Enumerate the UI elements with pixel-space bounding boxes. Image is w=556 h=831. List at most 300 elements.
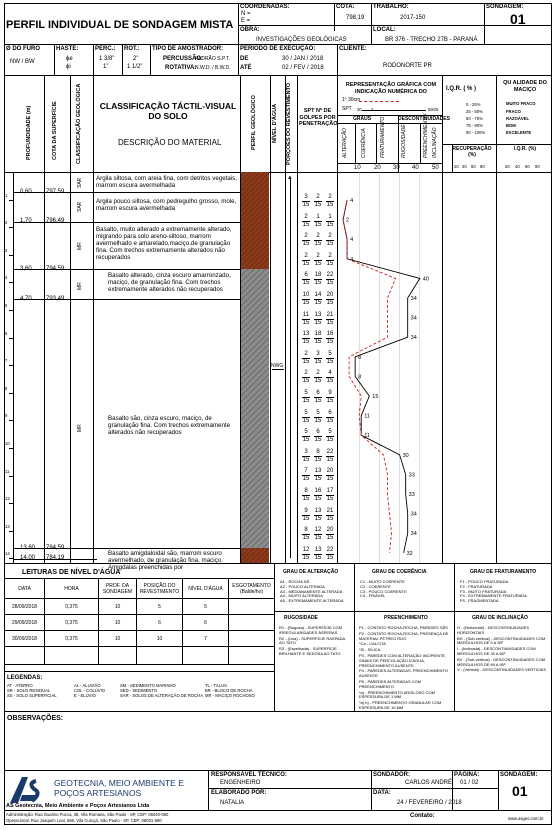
spt-blow: 2 [304, 213, 308, 220]
spt-blow: 2 [316, 233, 320, 240]
cliente-value: RODONORTE PR [383, 63, 432, 69]
qual-4: BOM [506, 123, 516, 128]
qual-1: MUITO FRACO [506, 101, 536, 106]
legend-v2: 2 [371, 107, 374, 112]
sondador-label: SONDADOR: [373, 772, 410, 778]
spt-blow: 3 [304, 194, 308, 200]
spt-blow: 12 [302, 546, 310, 553]
leg-tl: TL - TÁLUS [205, 683, 227, 688]
spt-den: 15 [314, 319, 322, 326]
legend-item: A3 - MEDIANAMENTE ALTERADA [280, 588, 343, 594]
scale-50: 50 [432, 165, 439, 171]
classif-title: CLASSIFICAÇÃO TÁCTIL-VISUAL DO SOLO [99, 101, 237, 121]
chart-data-label: 8 [358, 374, 362, 381]
spt-den: 15 [302, 280, 310, 287]
col-profundidade: PROFUNDIDADE (m) [26, 105, 32, 160]
spt-den: 15 [314, 221, 322, 228]
legend-item: *a) b) - PREENCHIMENTO GRANULAR COM ESPESSURA DE 10 MM [359, 700, 442, 710]
spt-blow: 1 [328, 213, 332, 220]
leg-at: AT - ATERRO [7, 683, 33, 688]
rugosidade-list [279, 626, 351, 658]
spt-blow: 2 [316, 194, 320, 200]
legend-item: H - (Horizontal) - DESCONTINUIDADES HORIZONTAIS [457, 625, 530, 635]
depth-tick-label: 6 [5, 330, 8, 336]
chart-data-label: 4 [350, 237, 354, 244]
furo-value: NW / BW [10, 59, 35, 65]
percussao-value: PADRÃO S.P.T. [195, 56, 230, 62]
grau-inclinacao-list [457, 626, 550, 674]
chart-data-label: 33 [408, 472, 415, 479]
haste-e: ϕe [66, 56, 73, 62]
geological-profile [240, 172, 270, 563]
spt-blow: 2 [304, 252, 308, 259]
lt-h-prof: PROF. DA SONDAGEM [99, 579, 137, 599]
layer3-cota: 794,59 [46, 266, 65, 272]
spt-blow: 20 [326, 292, 334, 298]
spt-blow: 5 [328, 429, 332, 436]
spt-blow: 2 [328, 194, 332, 200]
spt-blow: 20 [326, 527, 334, 534]
grau-coerencia-title: GRAU DE COERÊNCIA [372, 569, 427, 575]
spt-blow: 2 [304, 350, 308, 357]
spt-blow: 13 [314, 311, 322, 318]
spt-blow: 22 [326, 448, 334, 455]
haste-label: HASTE: [56, 46, 79, 52]
spt-den: 15 [302, 358, 310, 365]
rec-60: 60 [471, 164, 476, 169]
legend-item: C4 - FRIÁVEL [360, 593, 386, 599]
furo-label: Ø DO FURO [6, 46, 40, 52]
data-value: 24 / FEVEREIRO / 2018 [397, 800, 462, 806]
chart-data-label: 11 [364, 433, 370, 440]
rotativa-value: N.W.D. / B.W.D. [195, 65, 231, 71]
grau-fraturamento-title: GRAU DE FRATURAMENTO [470, 569, 537, 575]
spt-blow: 13 [314, 507, 322, 514]
leg-col: COL - COLÚVIO [74, 688, 106, 693]
depth-tick-label: 14 [5, 551, 10, 557]
spt-den: 15 [326, 221, 334, 228]
spt-den: 15 [326, 398, 334, 404]
legend-item: BH - (Sub-vertical) - DESCONTINUIDADES COM MERGULHOS DE 0 A 30º [457, 635, 546, 646]
iqr-r1: 0 - 25% [466, 102, 481, 107]
spt-blow: 22 [326, 272, 334, 279]
lt-r3-prof: 10 [99, 631, 137, 647]
sub-preenchimento: PREENCHIMENTO [423, 114, 429, 158]
spt-den: 15 [326, 260, 334, 267]
spt-blow: 21 [326, 311, 334, 318]
layer5-class: MR [77, 424, 83, 432]
depth-tick-label: 7 [5, 358, 8, 364]
leg-sed: SED - SEDIMENTO [120, 688, 158, 693]
ate-label: ATÉ [240, 65, 252, 71]
de-value: 30 / JAN / 2018 [282, 56, 324, 62]
spt-den: 15 [314, 378, 322, 385]
spt-blow: 11 [302, 311, 310, 318]
col-cota: COTA DA SUPERFÍCIE [52, 101, 58, 160]
lt-r2-data: 29/09/2018 [5, 615, 45, 631]
rot-2: 1 1/2" [127, 64, 143, 70]
lt-r2-prof: 10 [99, 615, 137, 631]
spt-den: 15 [302, 535, 310, 542]
spt-den: 15 [302, 260, 310, 267]
local-value: BR 376 - TRECHO 27B - PARANÁ [385, 37, 478, 43]
page-title: PERFIL INDIVIDUAL DE SONDAGEM MISTA [6, 19, 234, 31]
layer5-depth: 13,60 [20, 545, 36, 551]
company-adm: Administração: Rua Guarino Pucca, 38, Vila Romana, São Paulo - SP, CEP: 05040-060 [6, 812, 169, 817]
iqr-r5: 90 - 100% [466, 130, 486, 135]
legend-spt: SPT [342, 106, 352, 112]
chart-data-label: 34 [410, 315, 417, 322]
qual-2: FRACO [506, 109, 521, 114]
spt-blow: 22 [326, 546, 334, 553]
spt-blow: 5 [304, 409, 308, 416]
spt-blow: 9 [328, 390, 332, 396]
spt-den: 15 [326, 456, 334, 463]
preenchimento-list [359, 626, 451, 712]
legend-item: A2 - POUCO ALTERADA [280, 583, 325, 589]
lt-h-nivel: NÍVEL D'ÁGUA [183, 579, 229, 599]
depth-tick [9, 503, 13, 504]
spt-den: 15 [314, 398, 322, 404]
legend-item: *Si - SÍLICA [359, 647, 381, 653]
depth-tick [9, 448, 13, 449]
profile-soil-band [241, 172, 269, 269]
legend-item: I - (Inclinada) - DESCONTINUIDADES COM MERGULHOS DE 30 A 60º [457, 646, 536, 656]
depth-tick-label: 8 [5, 385, 8, 391]
spt-den: 15 [302, 554, 310, 561]
leg-sr: SR - SOLO RESIDUAL [7, 688, 51, 693]
spt-den: 15 [326, 554, 334, 561]
depth-tick-label: 11 [5, 468, 10, 474]
sub-inclinacao: INCLINAÇÃO [432, 127, 438, 158]
depth-tick [9, 365, 13, 366]
spt-blow: 9 [304, 507, 308, 514]
depth-tick-label: 1 [5, 192, 8, 198]
spt-blow: 2 [304, 370, 308, 377]
iqr-60: 60 [525, 164, 530, 169]
spt-den: 15 [314, 280, 322, 287]
spt-blow: 12 [314, 527, 322, 534]
spt-blow: 13 [302, 331, 310, 338]
depth-tick-label: 9 [5, 413, 8, 419]
layer3-class: MR [77, 242, 83, 250]
spt-den: 15 [326, 300, 334, 306]
col-porcoes: PORÇÕES DO REVESTIMENTO [286, 82, 292, 165]
rec-80: 80 [480, 164, 485, 169]
company-logo-icon [8, 773, 52, 805]
spt-chart [337, 172, 442, 563]
rugosidade-title: RUGOSIDADE [284, 615, 318, 621]
recuperacao-label: RECUPERAÇÃO (%) [452, 146, 492, 158]
legend-item: C1 - MUITO COERENTE [360, 579, 405, 584]
depth-tick-label: 3 [5, 247, 8, 253]
obra-label: OBRA: [240, 27, 260, 33]
spt-blow: 13 [314, 546, 322, 553]
legend-item: F4 - EXTREMAMENTE FRATURADA [460, 593, 527, 599]
data-label: DATA: [373, 790, 391, 796]
legend-item: R1 - (Rugosa) - SUPERFÍCIE COM IRREGULARIDADES ÁSPERAS [279, 625, 343, 635]
spt-den: 15 [314, 496, 322, 502]
spt-blow: 3 [304, 448, 308, 455]
chart-data-label: 34 [410, 511, 417, 518]
footer-sondagem-label: SONDAGEM: [500, 772, 538, 778]
site-value: www.asgeo.com.br [508, 816, 544, 821]
grau-fraturamento-list [460, 580, 527, 604]
rec-20: 20 [454, 164, 459, 169]
legend-dashed-line [359, 101, 399, 102]
iqr-r3: 50 - 75% [466, 116, 483, 121]
resp-value: ENGENHEIRO [220, 780, 261, 786]
legend-item: P1 - CONTATO ROCHA-ROCHA, PAREDES SÃS [359, 625, 448, 630]
depth-tick [9, 420, 13, 421]
trabalho-value: 2017-150 [400, 15, 426, 21]
spt-den: 15 [314, 241, 322, 248]
cota-label: COTA: [336, 4, 355, 10]
legend-item: *Ca - CALCITA [359, 641, 386, 647]
spt-den: 15 [314, 535, 322, 542]
lt-r3-esg [229, 631, 275, 647]
iqr-r4: 75 - 90% [466, 123, 483, 128]
spt-den: 15 [302, 202, 310, 208]
legend-item: F5 - FRAGMENTADA [460, 598, 499, 604]
rotativa-label: ROTATIVA: [165, 65, 197, 71]
spt-blow: 2 [304, 233, 308, 240]
lt-r2-esg [229, 615, 275, 631]
spt-den: 15 [326, 241, 334, 248]
spt-den: 15 [326, 202, 334, 208]
spt-blow: 5 [304, 390, 308, 396]
lt-h-pos: POSIÇÃO DO REVESTIMENTO [137, 579, 183, 599]
elab-value: NATALIA [220, 800, 245, 806]
layer2-cota: 796,49 [46, 218, 65, 224]
spt-blow: 2 [316, 252, 320, 259]
legend-item: R2 - (Lisa) - SUPERFÍCIE RASPADA AO TATO [279, 635, 345, 646]
depth-tick [9, 393, 13, 394]
local-label: LOCAL: [373, 27, 396, 33]
qual-3: RAZOÁVEL [506, 116, 530, 121]
layer1-cota: 797,59 [46, 189, 65, 195]
layer3-desc: Basalto, muito alterado a extremamente alterado, migrando para solo areno-siltoso, marrom avermelhado e amarelado,maciço,de granulação fina. Com trechos extremamente alterados não recuperados [96, 226, 232, 261]
sondador-value: CARLOS ANDRÉ [405, 780, 453, 786]
spt-blow: 16 [326, 331, 334, 338]
lt-r1-data: 28/09/2018 [5, 599, 45, 615]
spt-blow: 2 [316, 370, 320, 377]
chart-data-label: 4 [350, 198, 354, 204]
depth-tick [9, 338, 13, 339]
lt-r2-hora: 0,375 [45, 615, 99, 631]
chart-data-label: 34 [410, 531, 417, 538]
depth-tick [9, 476, 13, 477]
lt-h-esg: ESGOTAMENTO (Balde/ho) [229, 579, 275, 599]
lt-r1-nivel: 5 [183, 599, 229, 615]
legend-item: *a) - PREENCHIMENTO ARGILOSO COM ESPESSURA DE 1 MM [359, 689, 435, 700]
grau-coerencia-list [360, 580, 407, 599]
observacoes-label: OBSERVAÇÕES: [7, 715, 64, 722]
lt-r1-pos: 5 [137, 599, 183, 615]
chart-data-label: 11 [364, 413, 370, 420]
spt-den: 15 [326, 339, 334, 346]
pagina-label: PÁGINA: [454, 772, 480, 778]
legend-item: P4 - PAREDES ALTERADAS, PREENCHIMENTO AUSENTE [359, 668, 448, 679]
spt-den: 15 [314, 202, 322, 208]
spt-blow: 13 [314, 468, 322, 475]
spt-blow: 5 [316, 409, 320, 416]
scale-40: 40 [412, 165, 419, 171]
chart-data-label: 33 [408, 492, 415, 498]
lt-h-data: DATA [5, 579, 45, 599]
depth-tick [9, 531, 13, 532]
spt-blow: 21 [326, 507, 334, 514]
lt-r3-hora: 0,375 [45, 631, 99, 647]
spt-den: 15 [302, 378, 310, 385]
spt-den: 15 [302, 456, 310, 463]
depth-tick-label: 4 [5, 275, 8, 281]
profile-basalt-band [241, 548, 269, 563]
depth-tick [9, 282, 13, 283]
series-spt [343, 200, 420, 553]
spt-blow: 17 [326, 488, 334, 494]
spt-blow: 2 [328, 233, 332, 240]
spt-blow: 20 [326, 468, 334, 475]
spt-den: 15 [314, 300, 322, 306]
layer4-cota: 793,49 [46, 296, 65, 302]
legend-item: C3 - POUCO COERENTE [360, 588, 407, 594]
iqr-40: 40 [515, 164, 520, 169]
ate-value: 02 / FEV / 2018 [282, 65, 324, 71]
trabalho-label: TRABALHO: [373, 4, 409, 10]
preenchimento-title: PREENCHIMENTO [384, 615, 428, 621]
lt-r3-data: 30/09/2018 [5, 631, 45, 647]
iqr-80: 80 [535, 164, 540, 169]
spt-den: 15 [302, 221, 310, 228]
chart-data-label: 40 [422, 276, 429, 283]
depth-tick-label: 12 [5, 496, 10, 502]
sondagem-value: 01 [510, 11, 526, 27]
nivel-agua-marker: NWG [271, 363, 284, 369]
depth-tick-label: 2 [5, 220, 8, 226]
lt-r2-nivel: 6 [183, 615, 229, 631]
leituras-title: LEITURAS DE NÍVEL D'ÁGUA [22, 569, 121, 576]
depth-tick [9, 255, 13, 256]
spt-den: 15 [302, 339, 310, 346]
lt-r3-nivel: 7 [183, 631, 229, 647]
layer2-desc: Argila pouco siltosa, com pedregulho grosso, mole, marrom escura avermelhada [96, 198, 237, 212]
layer4-depth: 4,70 [20, 296, 32, 302]
e-label: E = [241, 18, 251, 24]
pagina-value: 01 / 02 [460, 780, 479, 786]
repr-title: REPRESENTAÇÃO GRÁFICA COM INDICAÇÃO NUMÉRICA DO [345, 82, 437, 95]
spt-blow: 2 [328, 252, 332, 259]
spt-den: 15 [314, 554, 322, 561]
chart-data-label: 15 [372, 394, 379, 400]
spt-den: 15 [314, 260, 322, 267]
elab-label: ELABORADO POR: [211, 790, 267, 796]
legend-item: A4 - MUITO ALTERADA [280, 593, 323, 599]
qual-5: EXCELENTE [506, 130, 532, 135]
spt-title: SPT Nº DE GOLPES POR PENETRAÇÃO [299, 108, 338, 127]
spt-den: 15 [326, 515, 334, 522]
spt-blow: 5 [328, 350, 332, 357]
spt-blow: 18 [314, 272, 322, 279]
spt-blow: 3 [316, 350, 320, 357]
spt-blow: 16 [314, 488, 322, 494]
depth-tick [9, 200, 13, 201]
lt-r1-esg [229, 599, 275, 615]
graus-label: GRAUS [353, 116, 372, 122]
scale-20: 20 [374, 165, 381, 171]
lt-r2-pos: 6 [137, 615, 183, 631]
spt-den: 15 [314, 339, 322, 346]
iqr-title: I.Q.R. ( % ) [446, 86, 476, 92]
depth-tick [9, 227, 13, 228]
spt-blow: 7 [304, 468, 308, 475]
sondagem-label: SONDAGEM: [486, 4, 524, 10]
layer2-depth: 1,70 [20, 218, 32, 224]
company-name: GEOTECNIA, MEIO AMBIENTE E POÇOS ARTESIANOS [54, 778, 184, 798]
spt-den: 15 [326, 280, 334, 287]
iqr-20: 20 [505, 164, 510, 169]
spt-den: 15 [326, 417, 334, 424]
chart-data-label: 30 [402, 452, 409, 459]
haste-i: ϕi [66, 64, 71, 70]
sub-coerencia: COERÊNCIA [361, 128, 367, 158]
layer2-class: SAR [77, 201, 83, 212]
desc-material: DESCRIÇÃO DO MATERIAL [118, 138, 222, 147]
spt-blow: 6 [316, 390, 320, 396]
iqr-r2: 25 - 50% [466, 109, 483, 114]
chart-data-label: 34 [410, 296, 417, 302]
layer6-depth: 14,00 [20, 555, 36, 561]
lt-h-hora: HORA [45, 579, 99, 599]
obra-value: INVESTIGAÇÕES GEOLÓGICAS [256, 37, 347, 43]
leg-e: E - ELÚVIO [74, 693, 96, 698]
spt-den: 15 [314, 358, 322, 365]
spt-den: 15 [302, 476, 310, 483]
spt-den: 15 [302, 417, 310, 424]
leg-sm: SM - SEDIMENTO MARINHO [120, 683, 176, 688]
perc-1: 1 3/8" [99, 56, 115, 62]
spt-blow: 10 [302, 292, 310, 298]
contato-label: Contato: [410, 813, 435, 819]
spt-blow: 4 [328, 370, 332, 377]
leg-mr: MR - MACIÇO ROCHOSO [205, 693, 255, 698]
spt-den: 15 [326, 319, 334, 326]
depth-tick-label: 10 [5, 441, 10, 446]
chart-data-label: 8 [358, 354, 362, 361]
spt-den: 15 [326, 437, 334, 444]
sub-fraturamento: FRATURAMENTO [380, 116, 386, 158]
chart-data-label: 34 [410, 335, 417, 342]
company-oper: Operacional: Rua Joaquim Leal, 566, Vila Curuçá, São Paulo - SP, CEP: 08031-590 [6, 818, 162, 823]
legend-item: P5 - PAREDES ALTERADAS COM PREENCHIMENTO [359, 678, 422, 689]
grau-alteracao-list [280, 580, 344, 604]
spt-blow: 1 [316, 213, 320, 220]
legend-solid-line [362, 107, 426, 112]
grau-inclinacao-title: GRAU DE INCLINAÇÃO [472, 615, 528, 621]
rec-40: 40 [462, 164, 467, 169]
chart-data-label: 2 [346, 217, 350, 224]
leg-al: AL - ALUVIÃO [74, 683, 101, 688]
legend-v1: 30 [357, 107, 362, 112]
spt-den: 15 [326, 535, 334, 542]
scale-30: 30 [393, 165, 400, 171]
footer-sondagem-value: 01 [512, 783, 528, 799]
spt-den: 15 [302, 241, 310, 248]
chart-data-label: 32 [406, 550, 413, 557]
spt-den: 15 [314, 476, 322, 483]
layer5-desc: Basalto são, cinza escuro, maciço, de granulação fina. Com trechos extremamente alterados não recuperados [108, 415, 231, 436]
scale-10: 10 [354, 165, 361, 171]
